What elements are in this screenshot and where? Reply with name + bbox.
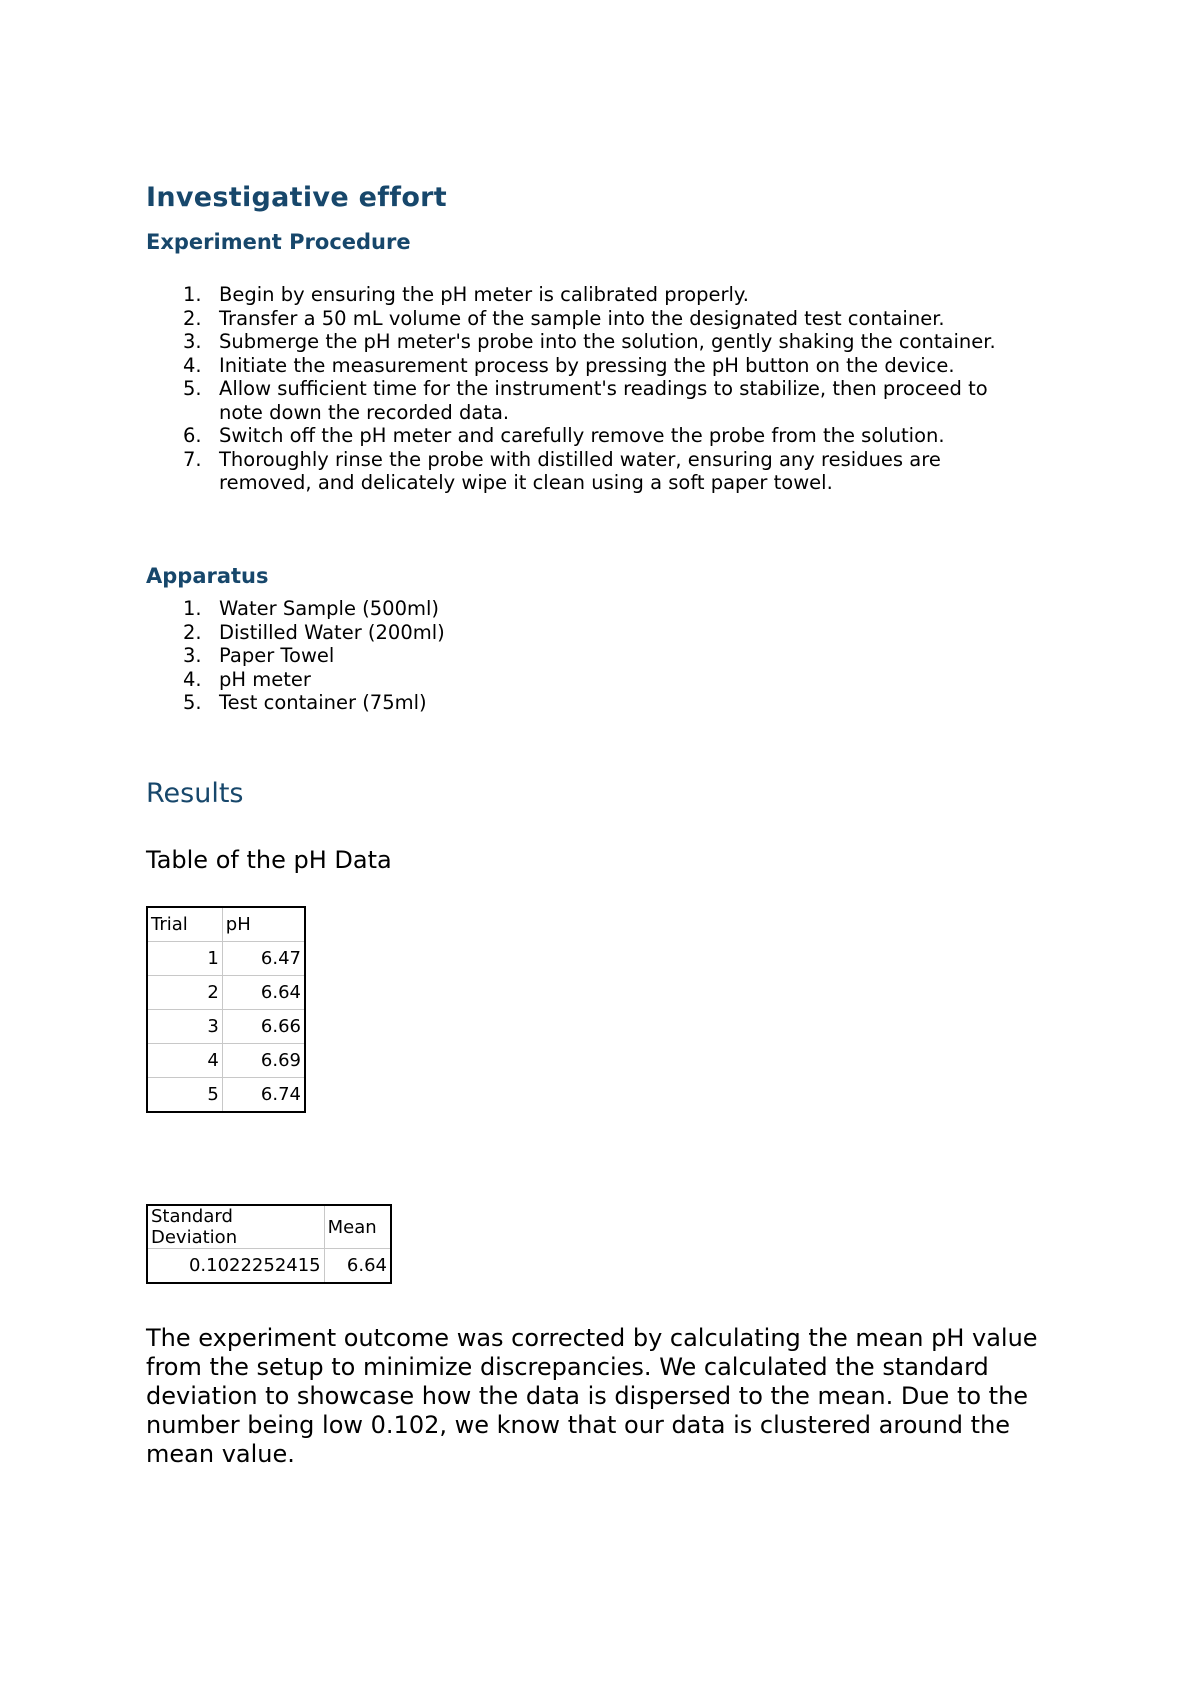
step-text-line: removed, and delicately wipe it clean using a soft paper towel.	[219, 471, 833, 494]
table-cell: 6.66	[222, 1010, 305, 1044]
procedure-step	[146, 377, 1066, 424]
apparatus-item	[146, 644, 1066, 668]
conclusion-line: mean value.	[146, 1440, 295, 1468]
table-cell: 6.64	[222, 976, 305, 1010]
item-number: 5.	[183, 691, 202, 714]
step-number: 3.	[183, 330, 202, 353]
step-text-line: Initiate the measurement process by pressing the pH button on the device.	[219, 353, 955, 377]
procedure-step	[146, 424, 1066, 448]
table-row	[147, 1010, 305, 1044]
apparatus-heading: Apparatus	[146, 564, 269, 588]
column-header: Trial	[147, 907, 222, 942]
item-number: 3.	[183, 644, 202, 667]
table-cell: 3	[147, 1010, 222, 1044]
procedure-heading: Experiment Procedure	[146, 230, 411, 254]
table-cell: 1	[147, 942, 222, 976]
apparatus-item	[146, 668, 1066, 692]
apparatus-list	[146, 597, 1066, 715]
table-header-row	[147, 1205, 391, 1249]
conclusion-line: The experiment outcome was corrected by calculating the mean pH value	[146, 1324, 1038, 1352]
column-header: Standard Deviation	[147, 1205, 324, 1249]
step-text-line: note down the recorded data.	[219, 400, 510, 424]
step-text-line: Begin by ensuring the pH meter is calibrated properly.	[219, 283, 749, 306]
procedure-list	[146, 283, 1066, 495]
procedure-step	[146, 330, 1066, 354]
table-row	[147, 1078, 305, 1113]
item-number: 4.	[183, 667, 202, 691]
apparatus-item	[146, 597, 1066, 621]
ph-data-table	[146, 906, 306, 1113]
step-number: 5.	[183, 377, 202, 400]
step-text-line: Thoroughly rinse the probe with distilled water, ensuring any residues are	[219, 447, 941, 471]
item-number: 1.	[183, 597, 202, 620]
table-cell: 5	[147, 1078, 222, 1113]
table-row	[147, 976, 305, 1010]
column-header: pH	[222, 907, 305, 942]
table-cell: 6.47	[222, 942, 305, 976]
table-title: Table of the pH Data	[146, 846, 392, 874]
apparatus-item	[146, 691, 1066, 715]
step-text-line: Switch off the pH meter and carefully remove the probe from the solution.	[219, 424, 945, 447]
table-cell: 6.74	[222, 1078, 305, 1113]
page-title: Investigative effort	[146, 182, 448, 213]
procedure-step	[146, 354, 1066, 378]
step-number: 7.	[183, 447, 202, 471]
table-cell: 0.1022252415	[147, 1249, 324, 1284]
table-cell: 6.69	[222, 1044, 305, 1078]
conclusion-line: number being low 0.102, we know that our data is clustered around the	[146, 1411, 1011, 1439]
step-text-line: Transfer a 50 mL volume of the sample into the designated test container.	[219, 306, 945, 330]
conclusion-line: deviation to showcase how the data is dispersed to the mean. Due to the	[146, 1382, 1029, 1410]
step-number: 6.	[183, 424, 202, 447]
table-cell: 2	[147, 976, 222, 1010]
item-text: Distilled Water (200ml)	[219, 620, 445, 644]
step-number: 4.	[183, 353, 202, 377]
item-number: 2.	[183, 620, 202, 644]
table-row	[147, 1249, 391, 1284]
procedure-step	[146, 283, 1066, 307]
item-text: pH meter	[219, 667, 311, 691]
table-row	[147, 942, 305, 976]
item-text: Test container (75ml)	[219, 691, 427, 714]
item-text: Paper Towel	[219, 644, 335, 667]
column-header: Mean	[324, 1205, 391, 1249]
results-heading: Results	[146, 778, 244, 809]
step-text-line: Submerge the pH meter's probe into the solution, gently shaking the container.	[219, 330, 996, 353]
table-cell: 6.64	[324, 1249, 391, 1284]
procedure-step	[146, 307, 1066, 331]
table-header-row	[147, 907, 305, 942]
table-row	[147, 1044, 305, 1078]
conclusion-line: from the setup to minimize discrepancies. We calculated the standard	[146, 1353, 989, 1381]
item-text: Water Sample (500ml)	[219, 597, 440, 620]
apparatus-item	[146, 621, 1066, 645]
conclusion-paragraph	[146, 1324, 1076, 1469]
table-cell: 4	[147, 1044, 222, 1078]
step-text-line: Allow sufficient time for the instrument's readings to stabilize, then proceed to	[219, 377, 988, 400]
step-number: 1.	[183, 283, 202, 306]
step-number: 2.	[183, 306, 202, 330]
statistics-table	[146, 1204, 392, 1284]
procedure-step	[146, 448, 1066, 495]
